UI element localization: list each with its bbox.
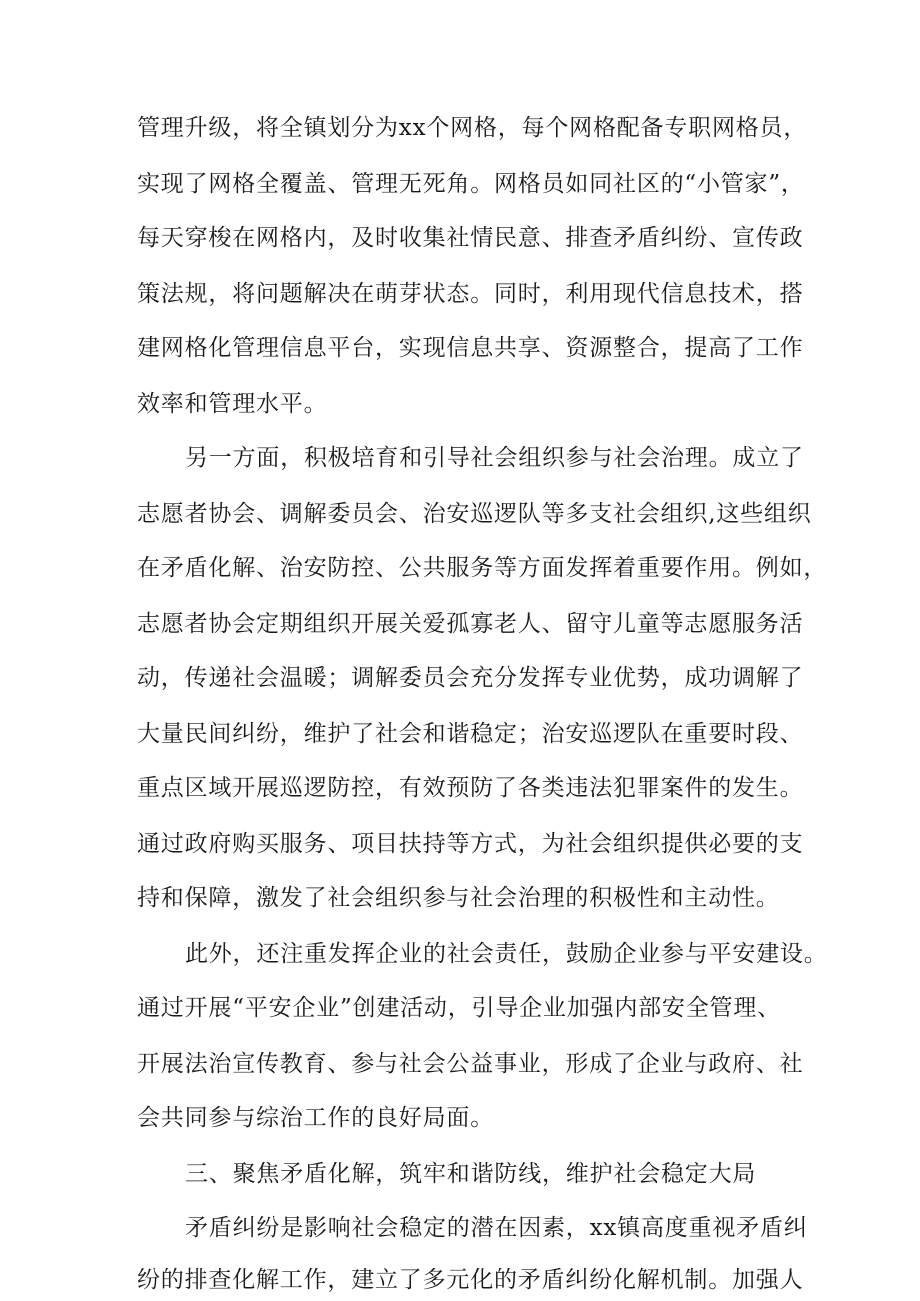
text-line: 建网格化管理信息平台，实现信息共享、资源整合，提高了工作 — [137, 335, 804, 361]
text-line: 重点区域开展巡逻防控，有效预防了各类违法犯罪案件的发生。 — [137, 775, 804, 801]
text-line: 通过开展“平安企业”创建活动，引导企业加强内部安全管理、 — [137, 995, 781, 1021]
text-line: 志愿者协会定期组织开展关爱孤寡老人、留守儿童等志愿服务活 — [137, 611, 804, 637]
section-heading: 三、聚焦矛盾化解，筑牢和谐防线，维护社会稳定大局 — [185, 1161, 757, 1187]
text-line: 会共同参与综治工作的良好局面。 — [137, 1105, 494, 1131]
text-line: 每天穿梭在网格内，及时收集社情民意、排查矛盾纠纷、宣传政 — [137, 225, 804, 251]
text-line: 通过政府购买服务、项目扶持等方式，为社会组织提供必要的支 — [137, 831, 804, 857]
text-line: 持和保障，激发了社会组织参与社会治理的积极性和主动性。 — [137, 885, 780, 911]
text-line: 实现了网格全覆盖、管理无死角。网格员如同社区的“小管家”， — [137, 171, 805, 197]
text-line: 在矛盾化解、治安防控、公共服务等方面发挥着重要作用。例如， — [137, 555, 828, 581]
text-line: 矛盾纠纷是影响社会稳定的潜在因素，xx镇高度重视矛盾纠 — [185, 1215, 808, 1241]
text-line: 开展法治宣传教育、参与社会公益事业，形成了企业与政府、社 — [137, 1051, 804, 1077]
text-line: 大量民间纠纷，维护了社会和谐稳定；治安巡逻队在重要时段、 — [137, 721, 804, 747]
text-line: 纷的排查化解工作，建立了多元化的矛盾纠纷化解机制。加强人 — [137, 1267, 804, 1293]
text-line: 策法规，将问题解决在萌芽状态。同时，利用现代信息技术，搭 — [137, 281, 804, 307]
text-line: 效率和管理水平。 — [137, 391, 328, 417]
text-line: 志愿者协会、调解委员会、治安巡逻队等多支社会组织,这些组织 — [137, 501, 812, 527]
text-line: 此外，还注重发挥企业的社会责任，鼓励企业参与平安建设。 — [185, 941, 828, 967]
text-line: 管理升级，将全镇划分为xx个网格，每个网格配备专职网格员， — [137, 115, 808, 141]
text-line: 动，传递社会温暖；调解委员会充分发挥专业优势，成功调解了 — [137, 665, 804, 691]
text-line: 另一方面，积极培育和引导社会组织参与社会治理。成立了 — [185, 445, 804, 471]
